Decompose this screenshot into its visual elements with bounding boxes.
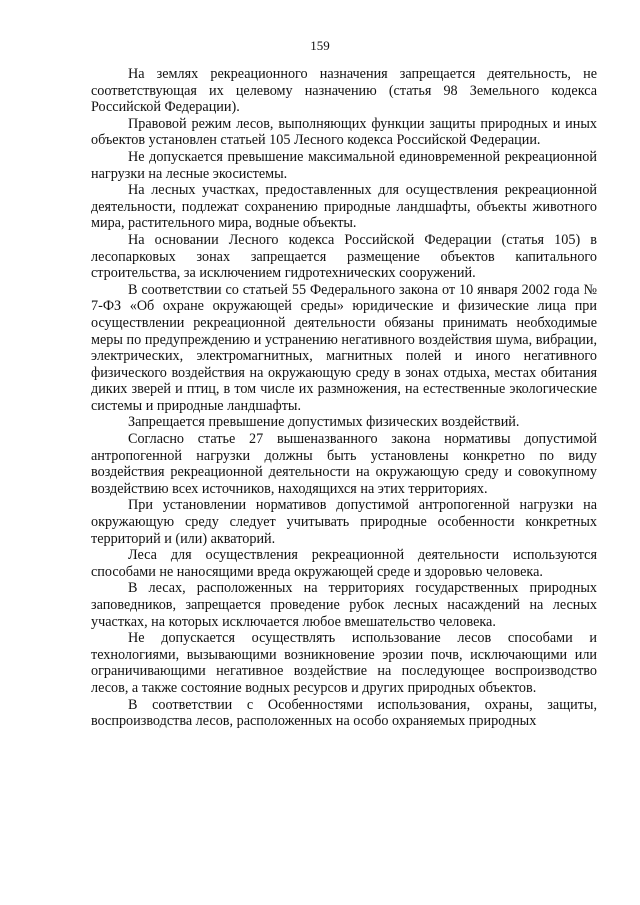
paragraph-5: На основании Лесного кодекса Российской Федерации (статья 105) в лесопарковых зонах запрещается размещение объектов капитального строительства, за исключением гидротехнических сооружений. <box>91 231 597 282</box>
paragraph-10: Леса для осуществления рекреационной деятельности используются способами не наносящими вреда окружающей среде и здоровью человека. <box>91 547 597 580</box>
paragraph-4: На лесных участках, предоставленных для осуществления рекреационной деятельности, подлежат сохранению природные ландшафты, объекты животного мира, растительного мира, водные объекты. <box>91 182 597 232</box>
paragraph-6: В соответствии со статьей 55 Федерального закона от 10 января 2002 года № 7-ФЗ «Об охране окружающей среды» юридические и физические лица при осуществлении рекреационной деятельности обязаны принимать необходимые меры по предупреждению и устранению негативного воздействия шума, вибрации, электрических, электромагнитных, магнитных полей и иного негативного физического воздействия на окружающую среду в зонах отдыха, местах обитания диких зверей и птиц, в том числе их размножения, на естественные экологические системы и природные ландшафты. <box>91 281 597 414</box>
paragraph-9: При установлении нормативов допустимой антропогенной нагрузки на окружающую среду следует учитывать природные особенности конкретных территорий и (или) акваторий. <box>91 497 597 547</box>
paragraph-3: Не допускается превышение максимальной единовременной рекреационной нагрузки на лесные экосистемы. <box>91 148 597 182</box>
page-number: 159 <box>310 38 330 53</box>
paragraph-13: В соответствии с Особенностями использования, охраны, защиты, воспроизводства лесов, расположенных на особо охраняемых природных <box>91 696 597 730</box>
paragraph-7: Запрещается превышение допустимых физических воздействий. <box>128 414 520 431</box>
paragraph-12: Не допускается осуществлять использование лесов способами и технологиями, вызывающими возникновение эрозии почв, исключающими или ограничивающими негативное воздействие на последующее воспроизводство лесов, а также состояние водных ресурсов и других природных объектов. <box>91 630 597 696</box>
paragraph-1: На землях рекреационного назначения запрещается деятельность, не соответствующая их целевому назначению (статья 98 Земельного кодекса Российской Федерации). <box>91 66 597 116</box>
document-body <box>91 66 597 730</box>
paragraph-8: Согласно статье 27 вышеназванного закона нормативы допустимой антропогенной нагрузки должны быть установлены конкретно по виду воздействия рекреационной деятельности на окружающую среду и совокупному воздействию всех источников, находящихся на этих территориях. <box>91 431 597 497</box>
paragraph-2: Правовой режим лесов, выполняющих функции защиты природных и иных объектов установлен статьей 105 Лесного кодекса Российской Федерации. <box>91 115 597 149</box>
paragraph-11: В лесах, расположенных на территориях государственных природных заповедников, запрещается проведение рубок лесных насаждений на лесных участках, на которых исключается любое вмешательство человека. <box>91 580 597 630</box>
